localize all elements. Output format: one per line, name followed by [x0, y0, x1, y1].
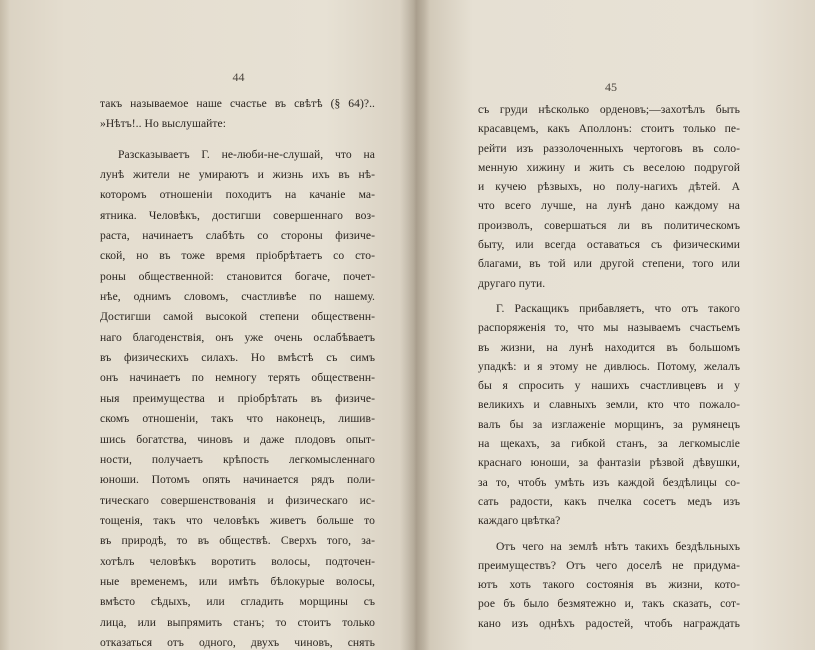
right-page	[478, 78, 740, 633]
text-line: каждаго цвѣтка?	[478, 514, 561, 528]
paragraph-gap	[100, 135, 375, 145]
text-line: за то, чтобъ умѣть изъ каждой бездѣлицы со-	[478, 475, 740, 489]
text-line: шись богатства, чиновъ и даже плодовъ опыт-	[100, 432, 375, 446]
text-line: вмѣсто сѣдыхъ, или сгладить морщины съ	[100, 595, 375, 609]
text-line: въ физическихъ силахъ. Но вмѣстѣ съ симъ	[100, 351, 375, 365]
text-line: ской, но въ тоже время пріобрѣтаетъ со сто-	[100, 249, 375, 263]
text-line: онъ начинаетъ по немногу терять общественн-	[100, 371, 375, 385]
text-line: роны общественной: становится богаче, почет-	[100, 269, 375, 283]
text-line: Отъ чего на землѣ нѣтъ такихъ бездѣльныхъ	[496, 539, 740, 553]
text-line: ятника. Человѣкъ, достигши совершеннаго воз-	[100, 208, 375, 222]
text-line: лица, или выпрямить станъ; то стоитъ только	[100, 615, 375, 629]
right-page-number: 45	[605, 80, 617, 94]
book-gutter	[400, 0, 430, 650]
text-line: рейти изъ раззолоченныхъ чертоговъ въ соло-	[478, 141, 740, 155]
text-line: ности, получаетъ крѣпость легкомысленнаго	[100, 452, 375, 466]
text-line: ные временемъ, или имѣть бѣлокурые волосы,	[100, 574, 375, 588]
text-line: которомъ отношеніи походитъ на качаніе ма-	[100, 188, 375, 202]
text-line: валъ бы за изглаженіе морщинъ, за румянецъ	[478, 417, 740, 431]
text-line: отказаться отъ одного, двухъ чиновъ, снять	[100, 635, 375, 649]
text-line: »Нѣтъ!.. Но выслушайте:	[100, 117, 227, 131]
text-line: нѣе, однимъ словомъ, счастливѣе по нашему.	[100, 290, 375, 304]
left-page	[100, 68, 375, 650]
text-line: такъ называемое наше счастье въ свѣтѣ (§ 64)?..	[100, 97, 375, 110]
text-line: юноши. Потомъ опять начинается рядъ поли-	[100, 473, 375, 487]
page-edge-shadow	[0, 0, 10, 650]
text-line: другаго пути.	[478, 276, 546, 290]
text-line: хотѣлъ человѣкъ воротить волосы, подточен-	[100, 554, 375, 568]
text-line: Достигши самой высокой степени общественн-	[100, 310, 375, 324]
text-line: менную хижину и жить съ веселою подругой	[478, 160, 740, 174]
text-line: ютъ хоть такого состоянія въ жизни, кото-	[478, 578, 740, 592]
right-page-text	[478, 100, 740, 633]
text-line: краснаго юноши, за фантазіи рѣзвой дѣвушки,	[478, 456, 740, 470]
text-line: красавцемъ, какъ Аполлонъ: стоитъ только пе-	[478, 122, 740, 136]
text-line: сать радости, какъ пчелка сосетъ медъ изъ	[478, 494, 740, 508]
text-line: благами, въ той или другой степени, того или	[478, 257, 740, 271]
text-line: лунѣ жители не умираютъ и жизнь ихъ въ нѣ-	[100, 168, 375, 182]
text-line: скомъ отношеніи, такъ что наконецъ, лишив-	[100, 412, 375, 426]
text-line: на щекахъ, за гибкой станъ, за легкомысліе	[478, 437, 740, 451]
text-line: Г. Раскащикъ прибавляетъ, что отъ такого	[496, 301, 740, 315]
text-line: рое бъ было безмятежно и, такъ сказать, сот-	[478, 597, 740, 611]
text-line: съ груди нѣсколько орденовъ;—захотѣлъ быть	[478, 103, 740, 116]
text-line: въ природѣ, то въ обществѣ. Сверхъ того, за-	[100, 534, 375, 548]
text-line: раста, начинаетъ слабѣть со стороны физиче-	[100, 229, 375, 243]
text-line: великихъ и славныхъ земли, кто что пожало-	[478, 398, 740, 412]
text-line: кано изъ однѣхъ радостей, чтобъ награждать	[478, 616, 740, 630]
text-line: и кучею рѣзвыхъ, но полу-нагихъ дѣтей. А	[478, 180, 740, 194]
text-line: тическаго совершенствованія и физическаго ис-	[100, 493, 375, 507]
text-line: Разсказываетъ Г. не-люби-не-слушай, что на	[118, 147, 375, 161]
text-line: преимуществъ? Отъ чего доселѣ не придума-	[478, 558, 740, 572]
left-page-text	[100, 94, 375, 650]
text-line: что всего лучше, на лунѣ дано каждому на	[478, 199, 740, 213]
left-page-number: 44	[232, 70, 245, 84]
text-line: тощенія, такъ что человѣкъ живетъ больше то	[100, 513, 375, 527]
text-line: распоряженія то, что мы называемъ счастьемъ	[478, 321, 740, 335]
text-line: произволъ, совершаться ли въ политическомъ	[478, 218, 740, 232]
text-line: ныя преимущества и пріобрѣтать въ физиче-	[100, 391, 375, 405]
text-line: упадкѣ: и я этому не дивлюсь. Потому, желалъ	[478, 359, 740, 373]
text-line: быту, или всегда оставаться съ физическими	[478, 238, 740, 252]
text-line: бы я спросить у нашихъ счастливцевъ и у	[478, 379, 740, 393]
text-line: въ жизни, на лунѣ находится въ большомъ	[478, 340, 740, 354]
text-line: наго благоденствія, онъ уже очень ослабѣваетъ	[100, 330, 375, 344]
